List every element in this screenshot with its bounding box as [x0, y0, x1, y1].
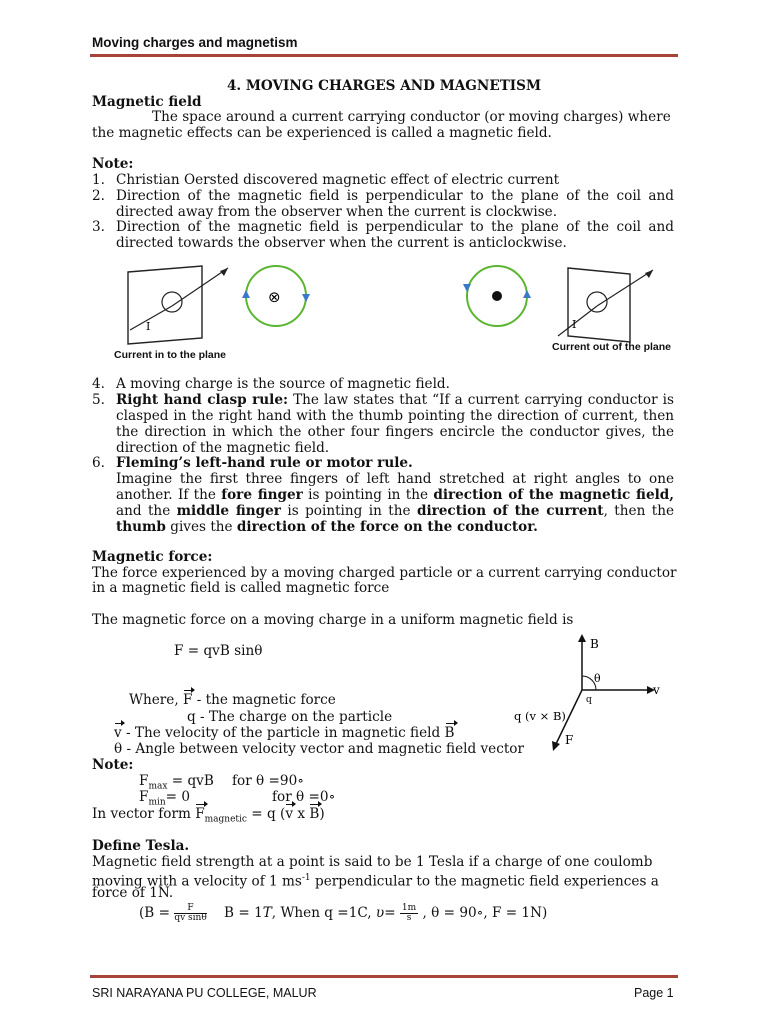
qvxb-post: ): [561, 709, 566, 723]
left-plane: [128, 266, 202, 344]
label-f: F: [565, 733, 574, 747]
note-item-number: 3.: [92, 219, 105, 235]
vector-b: B: [444, 725, 455, 741]
vector-f: F: [195, 806, 205, 822]
vector-v: v: [285, 806, 293, 822]
tesla-formula-t: T: [262, 905, 272, 921]
right-hand-rule-text: The law states that “If a current carrying conductor is clasped in the right hand with the thumb pointing the direction of current, then the direction in which the other four fingers encircle the conductor gives, the direction of the magnetic field.: [116, 392, 674, 456]
vector-form-line: [92, 806, 325, 828]
where-label: Where,: [129, 692, 179, 708]
fleming-bold: thumb: [116, 519, 166, 535]
left-current-label: I: [146, 320, 151, 333]
label-theta: θ: [594, 672, 601, 685]
magnetic-force-line2: in a magnetic field is called magnetic force: [92, 580, 390, 596]
header-rule: [90, 54, 678, 57]
left-wire-lower: [130, 306, 172, 330]
force-vector-diagram: [510, 630, 670, 760]
footer-page: Page 1: [634, 986, 674, 1000]
field-arrow-down-icon: [302, 294, 310, 302]
fmax-condition: for θ =90∘: [232, 773, 304, 789]
note-item-3: [92, 219, 674, 251]
note-heading: Note:: [92, 156, 134, 172]
item-6: [92, 455, 674, 535]
footer-college: SRI NARAYANA PU COLLEGE, MALUR: [92, 986, 317, 1000]
qvxb-pre: q (: [514, 709, 530, 723]
qvxb-v: v: [529, 709, 537, 723]
qvxb-b: B: [552, 709, 562, 723]
right-hand-rule-label: Right hand clasp rule:: [116, 392, 288, 408]
footer-rule: [90, 975, 678, 978]
label-v: v: [653, 683, 660, 697]
fleming-text: is pointing in the: [302, 487, 434, 503]
magnetic-field-heading: Magnetic field: [92, 94, 202, 110]
right-wire-upper: [597, 270, 653, 306]
magnetic-force-heading: Magnetic force:: [92, 549, 213, 565]
right-current-label: I: [572, 318, 577, 331]
item-text: [116, 392, 674, 456]
field-arrow-up-icon: [242, 290, 250, 298]
item-text: A moving charge is the source of magnetic field.: [116, 376, 450, 392]
magnetic-field-def-line1: The space around a current carrying conductor (or moving charges) where: [152, 109, 671, 125]
fleming-text: is pointing in the: [280, 503, 417, 519]
force-formula: F = qvB sinθ: [174, 643, 263, 659]
note-item-text: Christian Oersted discovered magnetic effect of electric current: [116, 172, 560, 188]
tesla-heading: Define Tesla.: [92, 838, 190, 854]
right-wire-lower: [558, 306, 597, 336]
fleming-text: , then the: [603, 503, 674, 519]
vector-form-x: x: [293, 806, 310, 822]
item-5: [92, 392, 674, 456]
tesla-fraction: [174, 904, 206, 923]
fleming-rule-label: Fleming’s left-hand rule or motor rule.: [116, 455, 413, 471]
fleming-bold: direction of the magnetic field,: [433, 487, 674, 503]
running-header: Moving charges and magnetism: [92, 35, 298, 50]
fmin-sub: min: [148, 797, 166, 808]
left-wire-upper: [172, 268, 228, 306]
note-item-text: Direction of the magnetic field is perpendicular to the plane of the coil and directed towards the observer when the current is anticlockwise.: [116, 219, 674, 251]
chapter-title: 4. MOVING CHARGES AND MAGNETISM: [226, 78, 542, 94]
field-arrow-down-icon: [463, 284, 471, 292]
tesla-formula-nu: υ: [375, 905, 385, 921]
fmin-rest: = 0: [165, 789, 191, 805]
note2-heading: Note:: [92, 757, 134, 773]
vector-form-eq: = q (: [246, 806, 286, 822]
fmax-f: F: [139, 773, 149, 789]
fleming-bold: middle finger: [176, 503, 281, 519]
tesla-formula-when: , When q =1C,: [271, 905, 376, 921]
item-number: 5.: [92, 392, 105, 408]
vector-form-sub: magnetic: [204, 814, 247, 825]
item-text: [116, 455, 674, 535]
tesla-line2-sup: -1: [301, 873, 311, 883]
item-number: 4.: [92, 376, 105, 392]
tesla-formula-mid: B = 1: [224, 905, 263, 921]
vector-form-label: In vector form: [92, 806, 196, 822]
magnetic-field-def-line2: the magnetic effects can be experienced is called a magnetic field.: [92, 125, 552, 141]
note-item-1: [92, 172, 674, 188]
note-item-number: 2.: [92, 188, 105, 204]
tesla-line2-b: perpendicular to the magnetic field experiences a: [310, 873, 659, 890]
fleming-bold: fore finger: [221, 487, 303, 503]
note-item-text: Direction of the magnetic field is perpendicular to the plane of the coil and directed away from the observer when the current is clockwise.: [116, 188, 674, 220]
cross-into-icon: ⊗: [268, 288, 281, 306]
fleming-bold: direction of the force on the conductor.: [236, 519, 538, 535]
label-q: q: [586, 695, 592, 705]
fmax-sub: max: [148, 781, 168, 792]
note-item-2: [92, 188, 674, 220]
qvxb-cross: ×: [536, 709, 553, 723]
tesla-line1: Magnetic field strength at a point is said to be 1 Tesla if a charge of one coulomb: [92, 854, 653, 870]
label-b: B: [590, 637, 599, 651]
tesla-formula-pre: (B =: [139, 905, 175, 921]
f-arrow-icon: [552, 741, 560, 751]
where-f-line: [129, 692, 336, 708]
tesla-line2: [92, 870, 659, 890]
where-v-text: - The velocity of the particle in magnetic field: [121, 725, 445, 741]
right-wire-arrow: [645, 270, 653, 278]
fmin-condition: for θ =0∘: [272, 789, 336, 805]
left-loop: [162, 292, 182, 312]
item-4: [92, 376, 674, 392]
item-number: 6.: [92, 455, 105, 471]
left-wire-arrow: [220, 268, 228, 276]
fleming-bold: direction of the current: [416, 503, 604, 519]
fmin-f: F: [139, 789, 149, 805]
fleming-text: gives the: [165, 519, 237, 535]
frac2-num: 1m: [401, 903, 417, 913]
vector-b: B: [309, 806, 320, 822]
caption-out-of-plane: Current out of the plane: [552, 341, 671, 353]
where-q-line: q - The charge on the particle: [187, 709, 393, 725]
magnetic-force-line3: The magnetic force on a moving charge in a uniform magnetic field is: [92, 612, 574, 628]
b-arrow-icon: [578, 634, 586, 642]
tesla-line2-a: moving with a velocity of 1 ms: [92, 873, 302, 890]
frac-den: qv sinθ: [174, 913, 207, 923]
vector-v: v: [114, 725, 122, 741]
tesla-formula: [139, 904, 547, 923]
vector-f: F: [182, 692, 193, 708]
tesla-formula-eq: =: [384, 905, 400, 921]
tesla-line3: force of 1N.: [92, 885, 174, 901]
label-qvxb: [514, 709, 566, 723]
where-theta-line: θ - Angle between velocity vector and magnetic field vector: [114, 741, 524, 757]
tesla-fraction-velocity: [400, 904, 418, 923]
fleming-text: and the: [116, 503, 177, 519]
fleming-text: Imagine the first three fingers of left hand stretched at right angles to one another. If the: [116, 471, 674, 503]
dot-out-icon: [492, 291, 502, 301]
current-plane-figure: [110, 258, 690, 348]
where-f-text: - the magnetic force: [192, 692, 336, 708]
frac-num: F: [174, 904, 206, 914]
magnetic-force-line1: The force experienced by a moving charged particle or a current carrying conductor: [92, 565, 677, 581]
note-item-number: 1.: [92, 172, 105, 188]
fmax-rest: = qvB: [167, 773, 214, 789]
vector-form-end: ): [319, 806, 325, 822]
caption-into-plane: Current in to the plane: [114, 349, 227, 361]
where-v-line: [114, 725, 455, 741]
tesla-formula-end: , θ = 90∘, F = 1N): [422, 905, 548, 921]
frac2-den: s: [406, 913, 412, 923]
field-arrow-up-icon: [523, 290, 531, 298]
